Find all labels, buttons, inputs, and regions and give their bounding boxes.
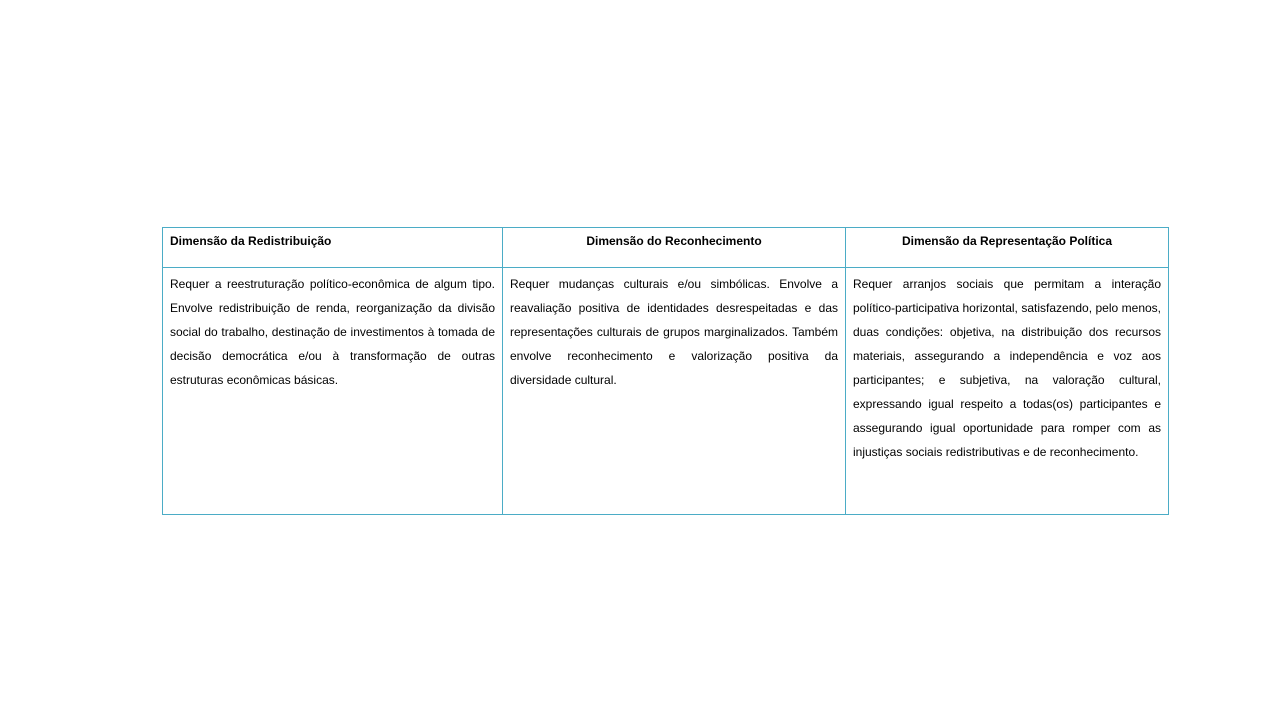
header-redistribution: Dimensão da Redistribuição — [163, 228, 503, 268]
header-recognition: Dimensão do Reconhecimento — [503, 228, 846, 268]
cell-redistribution: Requer a reestruturação político-econômica de algum tipo. Envolve redistribuição de renda, reorganização da divisão social do trabalho, destinação de investimentos à tomada de decisão democrática e/ou à transformação de outras estruturas econômicas básicas. — [163, 268, 503, 515]
dimensions-table — [162, 227, 1169, 515]
header-row — [163, 228, 1169, 268]
cell-political-representation: Requer arranjos sociais que permitam a interação político-participativa horizontal, satisfazendo, pelo menos, duas condições: objetiva, na distribuição dos recursos materiais, assegurando a independência e voz aos participantes; e subjetiva, na valoração cultural, expressando igual respeito a todas(os) participantes e assegurando igual oportunidade para romper com as injustiças sociais redistributivas e de reconhecimento. — [846, 268, 1169, 515]
header-political-representation: Dimensão da Representação Política — [846, 228, 1169, 268]
cell-recognition: Requer mudanças culturais e/ou simbólicas. Envolve a reavaliação positiva de identidades desrespeitadas e das representações culturais de grupos marginalizados. Também envolve reconhecimento e valorização positiva da diversidade cultural. — [503, 268, 846, 515]
content-row — [163, 268, 1169, 515]
